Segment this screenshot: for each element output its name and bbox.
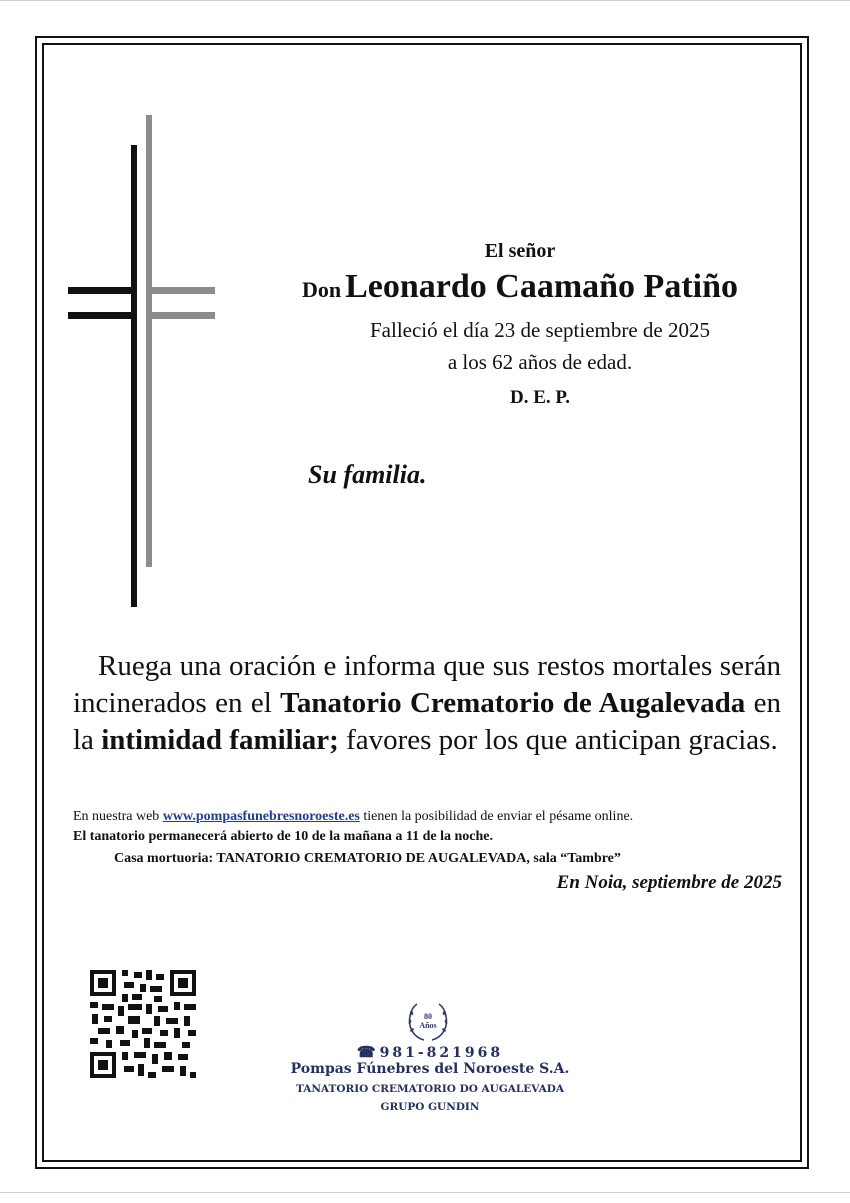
- qr-code-icon[interactable]: [88, 968, 198, 1080]
- opening-hours: El tanatorio permanecerá abierto de 10 de la mañana a 11 de la noche.: [73, 829, 493, 844]
- announcement-part3: favores por los que anticipan gracias.: [338, 724, 778, 756]
- age-at-death: a los 62 años de edad.: [447, 350, 633, 374]
- cross-arm-light-lower: [146, 312, 215, 319]
- cross-vertical-light: [146, 115, 152, 567]
- announcement-part1: Ruega una oración e informa que sus restos mortales serán incinerados en el: [73, 650, 781, 719]
- deceased-name-line: [240, 268, 800, 306]
- web-condolence-line: [73, 809, 633, 825]
- phone-icon: ☎: [356, 1043, 376, 1061]
- family-signature: Su familia.: [308, 460, 427, 489]
- phone-number[interactable]: 981-821968: [379, 1045, 504, 1061]
- announcement-part2: en la: [73, 687, 781, 756]
- honorific: El señor: [484, 240, 556, 262]
- name-prefix: Don: [301, 277, 342, 302]
- announcement-venue: Tanatorio Crematorio de Augalevada: [280, 687, 746, 719]
- company-subtitle-2: GRUPO GUNDIN: [380, 1101, 480, 1113]
- cross-icon: [60, 110, 230, 620]
- logo-number: 80: [424, 1012, 432, 1021]
- company-subtitle-1: TANATORIO CREMATORIO DO AUGALEVADA: [295, 1083, 565, 1095]
- cross-arm-light-upper: [152, 287, 215, 294]
- cross-vertical-dark: [131, 145, 137, 607]
- page-edge-bottom: [0, 1192, 850, 1193]
- page-edge-top: [0, 0, 850, 1]
- logo-text: [405, 1012, 451, 1030]
- company-name: Pompas Fúnebres del Noroeste S.A.: [290, 1061, 570, 1077]
- web-prefix: En nuestra web: [73, 809, 163, 824]
- rest-in-peace: D. E. P.: [509, 387, 570, 408]
- logo-years: Años: [419, 1021, 437, 1030]
- cross-arm-dark-lower: [68, 312, 131, 319]
- mortuary-house: Casa mortuoria: TANATORIO CREMATORIO DE AUGALEVADA, sala “Tambre”: [114, 851, 621, 866]
- web-suffix: tienen la posibilidad de enviar el pésame online.: [359, 809, 634, 824]
- cross-arm-dark-upper: [68, 287, 137, 294]
- deceased-name: Leonardo Caamaño Patiño: [345, 268, 739, 305]
- announcement-paragraph: [73, 648, 781, 759]
- phone-line: [300, 1043, 560, 1061]
- announcement-privacy: intimidad familiar;: [101, 724, 339, 756]
- place-and-date: En Noia, septiembre de 2025: [556, 872, 782, 893]
- death-date: Falleció el día 23 de septiembre de 2025: [370, 318, 710, 342]
- website-link[interactable]: www.pompasfunebresnoroeste.es: [162, 809, 360, 824]
